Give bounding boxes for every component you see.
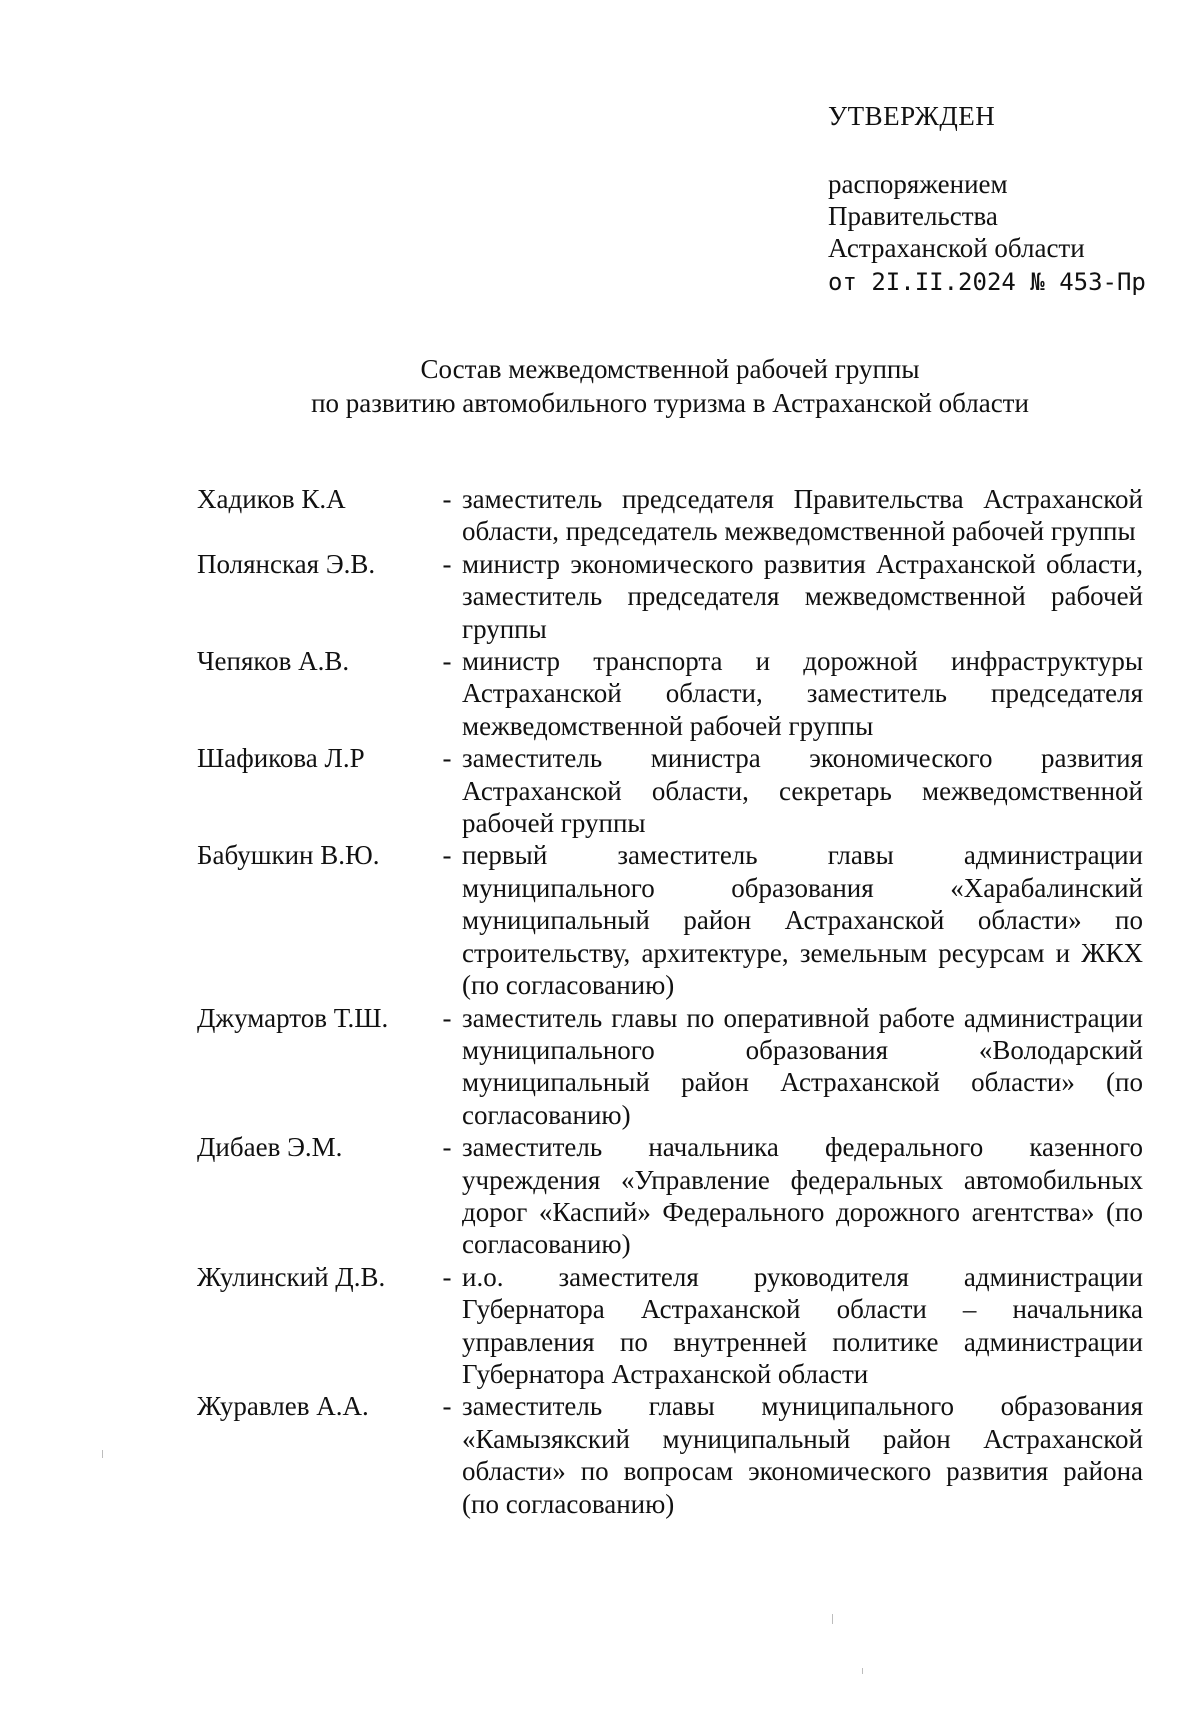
member-dash: -	[442, 1002, 452, 1033]
approval-line-2: Правительства	[828, 201, 998, 231]
member-role: заместитель главы муниципального образования «Камызякский муниципальный район Астраханской области» по вопросам экономического развития района (по согласованию)	[462, 1391, 1143, 1519]
member-role: заместитель министра экономического развития Астраханской области, секретарь межведомственной рабочей группы	[462, 743, 1143, 839]
member-role: первый заместитель главы администрации муниципального образования «Харабалинский муниципальный район Астраханской области» по строительству, архитектуре, земельным ресурсам и ЖКХ (по согласованию)	[462, 840, 1143, 1001]
member-row	[197, 1131, 1143, 1261]
scan-speck	[102, 1450, 103, 1458]
member-row	[197, 645, 1143, 742]
member-row	[197, 742, 1143, 839]
approval-date-number: от 2I.II.2024 № 453-Пр	[828, 268, 1146, 296]
member-dash: -	[442, 1132, 452, 1163]
member-dash: -	[442, 1261, 452, 1292]
member-name: Жулинский Д.В.	[197, 1261, 386, 1292]
member-row	[197, 1390, 1143, 1520]
member-row	[197, 1002, 1143, 1132]
member-role: министр транспорта и дорожной инфраструктуры Астраханской области, заместитель председателя межведомственной рабочей группы	[462, 646, 1143, 741]
member-role: заместитель председателя Правительства Астраханской области, председатель межведомственной рабочей группы	[462, 484, 1143, 547]
member-dash: -	[442, 743, 452, 774]
member-name: Шафикова Л.Р	[197, 743, 365, 774]
member-dash: -	[442, 646, 452, 677]
member-name: Бабушкин В.Ю.	[197, 840, 380, 871]
member-row	[197, 839, 1143, 1001]
member-dash: -	[442, 840, 452, 871]
member-row	[197, 548, 1143, 645]
member-role: министр экономического развития Астраханской области, заместитель председателя межведомственной рабочей группы	[462, 548, 1143, 644]
document-title	[200, 352, 1140, 420]
member-role: заместитель главы по оперативной работе администрации муниципального образования «Володарский муниципальный район Астраханской области» (по согласованию)	[462, 1002, 1143, 1130]
member-name: Журавлев А.А.	[197, 1391, 369, 1422]
member-role: заместитель начальника федерального казенного учреждения «Управление федеральных автомобильных дорог «Каспий» Федерального дорожного агентства» (по согласованию)	[462, 1132, 1143, 1260]
member-name: Хадиков К.А	[197, 484, 346, 514]
approval-line-1: распоряжением	[828, 169, 1008, 199]
approved-heading: УТВЕРЖДЕН	[828, 101, 996, 131]
title-line-1: Состав межведомственной рабочей группы	[420, 354, 920, 384]
approval-line-3: Астраханской области	[828, 233, 1085, 263]
approval-block	[828, 100, 1168, 298]
member-name: Джумартов Т.Ш.	[197, 1002, 389, 1033]
members-list	[197, 483, 1143, 1520]
scan-speck	[832, 1614, 833, 1624]
title-line-2: по развитию автомобильного туризма в Астраханской области	[311, 388, 1029, 418]
member-name: Чепяков А.В.	[197, 646, 350, 677]
member-row	[197, 1261, 1143, 1391]
member-dash: -	[442, 1391, 452, 1422]
member-role: и.о. заместителя руководителя администрации Губернатора Астраханской области – начальника управления по внутренней политике администрации Губернатора Астраханской области	[462, 1261, 1143, 1389]
member-name: Дибаев Э.М.	[197, 1132, 343, 1163]
member-dash: -	[442, 548, 452, 579]
member-dash: -	[442, 484, 452, 514]
scan-speck	[862, 1668, 863, 1674]
member-name: Полянская Э.В.	[197, 548, 376, 579]
member-row	[197, 483, 1143, 548]
